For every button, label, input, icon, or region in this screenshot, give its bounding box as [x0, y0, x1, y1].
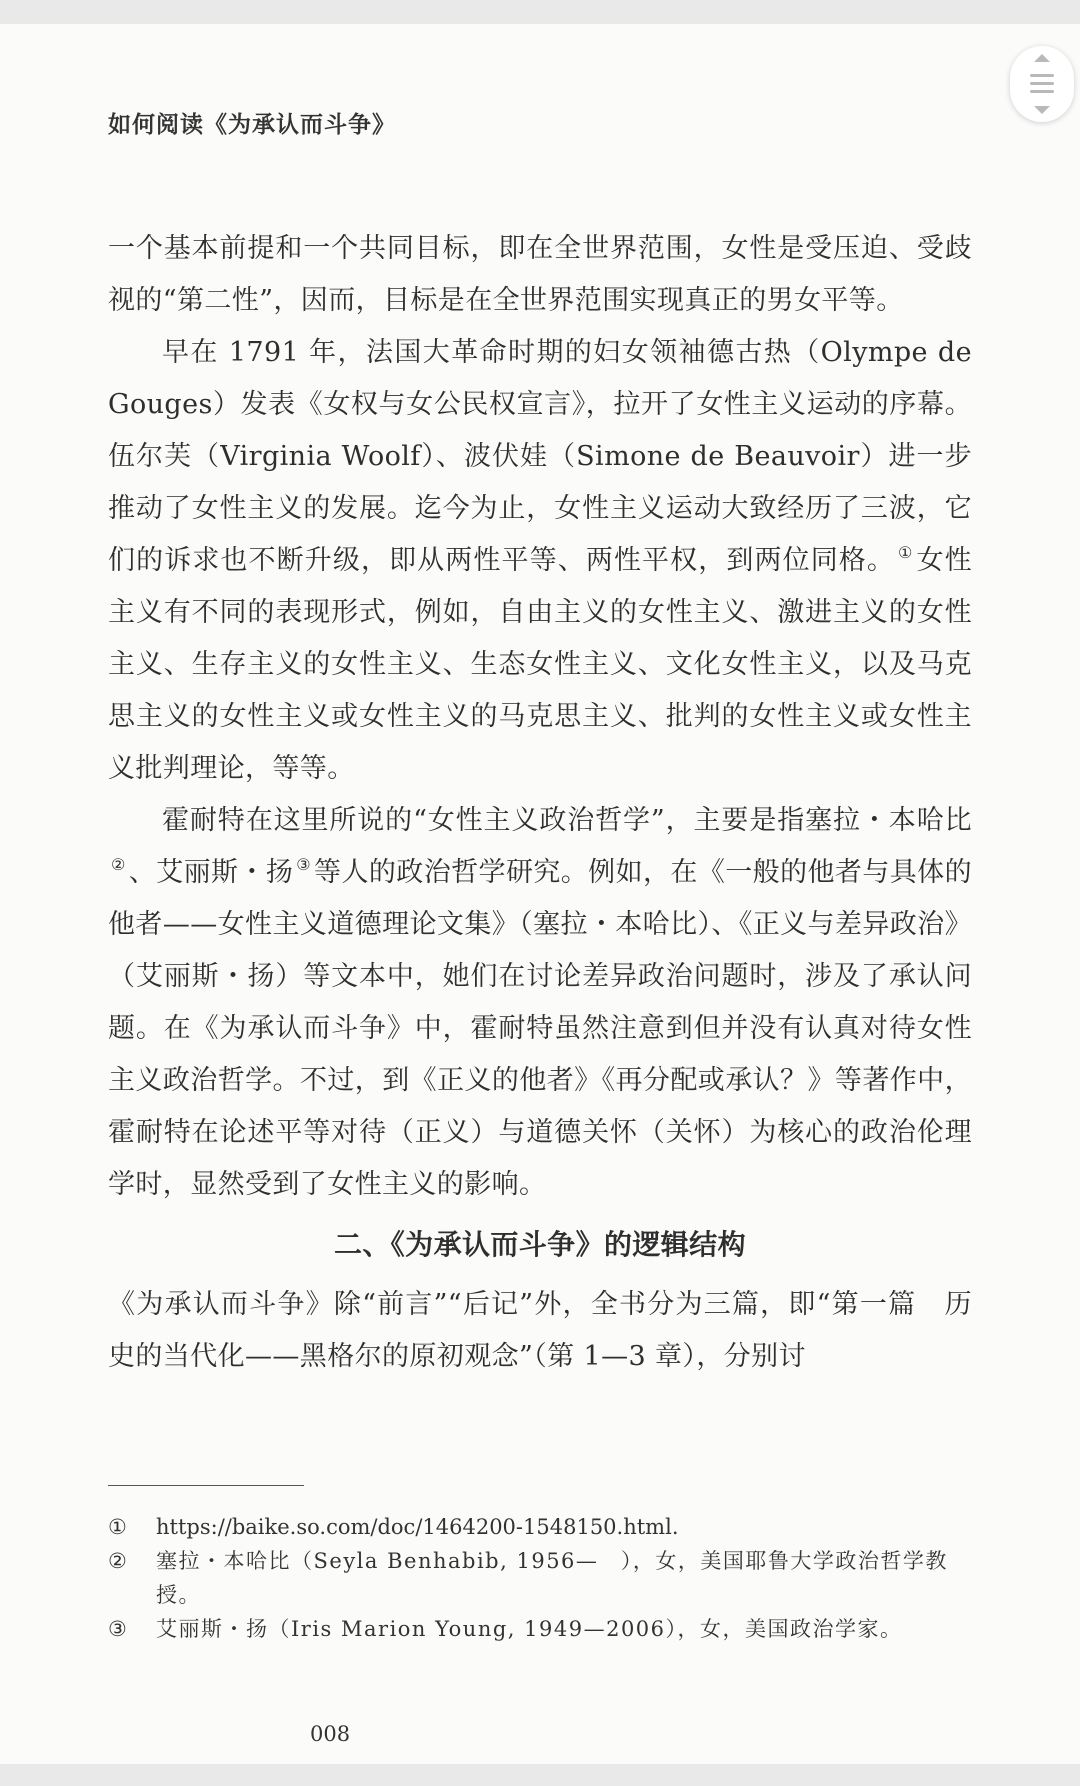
- scroll-handle[interactable]: [1010, 46, 1074, 122]
- footnote-text: 塞拉・本哈比（Seyla Benhabib, 1956— ），女，美国耶鲁大学政治哲学教授。: [156, 1549, 948, 1607]
- footnote-number: ③: [108, 1617, 127, 1641]
- section-heading: 二、《为承认而斗争》的逻辑结构: [333, 1228, 746, 1261]
- book-page: [0, 24, 1080, 1764]
- paragraph-3-text-a: 霍耐特在这里所说的“女性主义政治哲学”，主要是指塞拉・本哈比: [162, 805, 972, 836]
- scroll-up-icon[interactable]: [1034, 54, 1050, 62]
- paragraph-2: [108, 327, 972, 795]
- footnote-ref-2[interactable]: ②: [111, 854, 126, 874]
- footnote-1: [108, 1510, 978, 1544]
- footnote-number: ①: [108, 1515, 127, 1539]
- handle-grip-icon: [1030, 90, 1054, 93]
- footnote-text: https://baike.so.com/doc/1464200-1548150.html.: [156, 1515, 679, 1539]
- handle-grip-icon: [1030, 74, 1054, 77]
- body-text: [108, 223, 972, 1383]
- footnote-divider: [108, 1485, 304, 1486]
- paragraph-4: 《为承认而斗争》除“前言”“后记”外，全书分为三篇，即“第一篇 历史的当代化——黑格尔的原初观念”（第 1—3 章），分别讨: [108, 1289, 972, 1372]
- paragraph-2-text-a: 早在 1791 年，法国大革命时期的妇女领袖德古热（Olympe de Gouges）发表《女权与女公民权宣言》，拉开了女性主义运动的序幕。伍尔芙（Virginia Woolf）、波伏娃（Simone de Beauvoir）进一步推动了女性主义的发展。迄今为止，女性主义运动大致经历了三波，它们的诉求也不断升级，即从两性平等、两性平权，到两位同格。: [108, 337, 972, 576]
- running-head: 如何阅读《为承认而斗争》: [108, 111, 396, 138]
- scroll-down-icon[interactable]: [1034, 106, 1050, 114]
- footnotes: [108, 1510, 978, 1646]
- footnote-text: 艾丽斯・扬（Iris Marion Young, 1949—2006），女，美国政治学家。: [156, 1617, 903, 1641]
- handle-grip-icon: [1030, 82, 1054, 85]
- footnote-3: [108, 1612, 978, 1646]
- page-number: 008: [310, 1722, 351, 1746]
- footnote-2: [108, 1544, 978, 1612]
- footnote-ref-3[interactable]: ③: [296, 854, 312, 874]
- paragraph-3-text-b: 、艾丽斯・扬: [128, 857, 294, 888]
- paragraph-2-text-b: 女性主义有不同的表现形式，例如，自由主义的女性主义、激进主义的女性主义、生存主义的女性主义、生态女性主义、文化女性主义，以及马克思主义的女性主义或女性主义的马克思主义、批判的女性主义或女性主义批判理论，等等。: [108, 545, 972, 784]
- paragraph-1: 一个基本前提和一个共同目标，即在全世界范围，女性是受压迫、受歧视的“第二性”，因而，目标是在全世界范围实现真正的男女平等。: [108, 233, 972, 316]
- footnote-ref-1[interactable]: ①: [898, 542, 914, 562]
- paragraph-3-text-c: 等人的政治哲学研究。例如，在《一般的他者与具体的他者——女性主义道德理论文集》（塞拉・本哈比）、《正义与差异政治》（艾丽斯・扬）等文本中，她们在讨论差异政治问题时，涉及了承认问题。在《为承认而斗争》中，霍耐特虽然注意到但并没有认真对待女性主义政治哲学。不过，到《正义的他者》《再分配或承认？》等著作中，霍耐特在论述平等对待（正义）与道德关怀（关怀）为核心的政治伦理学时，显然受到了女性主义的影响。: [108, 857, 972, 1200]
- footnote-number: ②: [108, 1549, 127, 1573]
- paragraph-3: [108, 795, 972, 1211]
